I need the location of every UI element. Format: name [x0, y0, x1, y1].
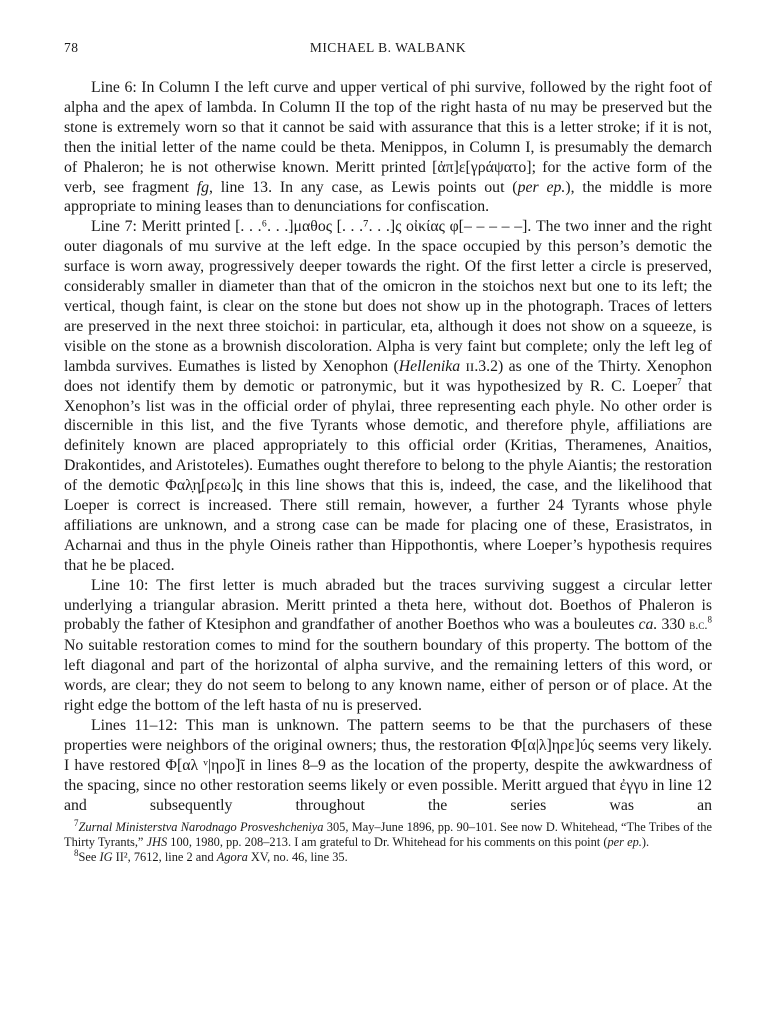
paragraph-line-7: Line 7: Meritt printed [. . .⁶. . .]μαθος [. . .⁷. . .]ς οἰκίας φ[– – – – –]. The two inner and the right outer diagonals of mu survive at the left edge. In the space occupied by this person’s demotic the surface is worn away, progressively deeper towards the right. Of the first letter a circle is preserved, considerably smaller in diameter than that of the omicron in the stoichos next but one to its left; the vertical, though faint, is clear on the stone but does not show up in the photograph. Traces of letters are preserved in the next three stoichoi: in particular, eta, although it does not show on a squeeze, is visible on the stone as a brownish discoloration. Alpha is very faint but complete; only the left leg of lambda survives. Eumathes is listed by Xenophon (Hellenika ɪɪ.3.2) as one of the Thirty. Xenophon does not identify them by demotic or patronymic, but it was hypothesized by R. C. Loeper$^7$ that Xenophon’s list was in the official order of phylai, three representing each phyle. No other order is discernible in this list, and the five Tyrants whose demotic, and therefore phyle, affiliations are definitely known are placed appropriately to this official order (Kritias, Theramenes, Anaitios, Drakontides, and Aristoteles). Eumathes ought therefore to belong to the phyle Aiantis; the restoration of the demotic Φαλ̣η̣[ρεω]ς in this line shows that this is, indeed, the case, and the likelihood that Loeper is correct is increased. There still remain, however, a further 24 Tyrants whose phyle affiliations are unknown, and a strong case can be made for placing one of these, Erasistratos, in Acharnai and thus in the phyle Oineis rather than Hippothontis, where Loeper’s hypothesis requires that he be placed. [64, 218, 712, 574]
paragraph-line-6: Line 6: In Column I the left curve and upper vertical of phi survive, followed by the right foot of alpha and the apex of lambda. In Column II the top of the right hasta of nu may be preserved but the stone is extremely worn so that it cannot be said with assurance that this is a letter stroke; if it is not, then the initial letter of the name could be theta. Menippos, in Column I, is presumably the demarch of Phaleron; he is not otherwise known. Meritt printed [ἀπ]ε[γράψατο]; for the active form of the verb, see fragment fg, line 13. In any case, as Lewis points out (per ep.), the middle is more appropriate to mining leases than to denunciations for confiscation. [64, 79, 712, 216]
paragraph-line-10: Line 10: The first letter is much abraded but the traces surviving suggest a circular letter underlying a triangular abrasion. Meritt printed a theta here, without dot. Boethos of Phaleron is probably the father of Ktesiphon and grandfather of another Boethos who was a bouleutes ca. 330 b.c.$^8$ No suitable restoration comes to mind for the southern boundary of this property. The bottom of the left diagonal and part of the horizontal of alpha survive, and the remaining letters of this word, or words, are clear; they do not seem to belong to any known name, either of person or of place. At the right edge the bottom of the left hasta of nu is preserved. [64, 576, 712, 715]
footnote-8: $^8$See IG II², 7612, line 2 and Agora XV, no. 46, line 35. [74, 848, 348, 865]
page-header [64, 40, 712, 62]
page [64, 40, 712, 866]
running-head: MICHAEL B. WALBANK [309, 40, 467, 55]
page-number: 78 [64, 40, 79, 55]
paragraph-lines-11-12: Lines 11–12: This man is unknown. The pattern seems to be that the purchasers of these properties were neighbors of the original owners; thus, the restoration Φ[α|λ]ηρε]ύς seems very likely. I have restored Φ[αλ ᵛ|ηρο]ῖ in lines 8–9 as the location of the property, despite the awkwardness of the spacing, since no other restoration seems likely or even possible. Meritt argued that ἐγγυ in line 12 and subsequently throughout the series was an [64, 717, 712, 814]
footnotes [64, 817, 712, 866]
footnote-ref-7[interactable]: 7 [677, 376, 682, 387]
footnote-7: $^7$Zurnal Ministerstva Narodnago Prosveshcheniya 305, May–June 1896, pp. 90–101. See now D. Whitehead, “The Tribes of the Thirty Tyrants,” JHS 100, 1980, pp. 208–213. I am grateful to Dr. Whitehead for his comments on this point (per ep.). [64, 817, 712, 849]
footnote-ref-8[interactable]: 8 [707, 615, 712, 626]
body-text [64, 78, 712, 816]
